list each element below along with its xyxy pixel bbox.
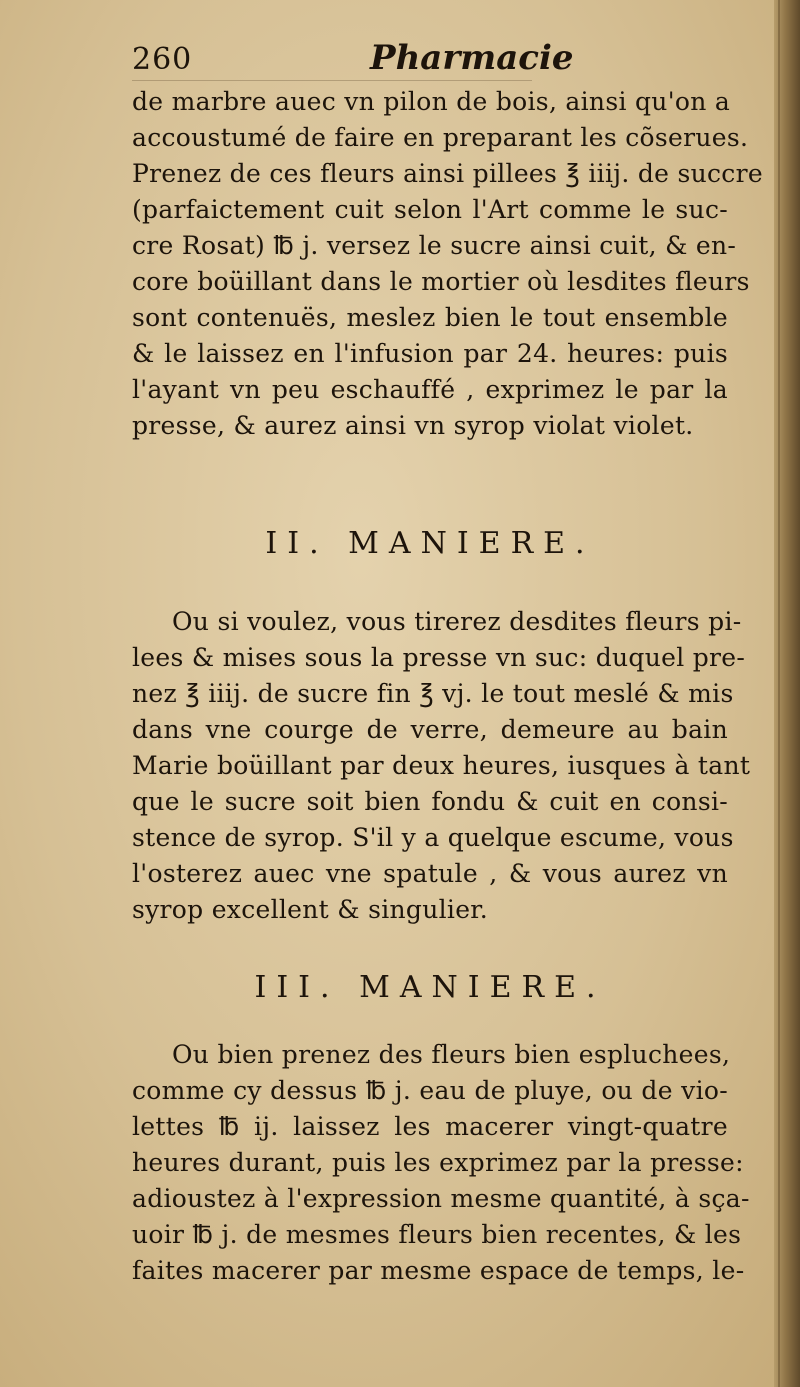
page-header [132,38,722,86]
text-line: lees & mises sous la presse vn suc: duquel pre- [132,643,746,672]
text-line: Ou si voulez, vous tirerez desdites fleurs pi- [172,607,742,636]
text-line: adioustez à l'expression mesme quantité, à sça- [132,1184,750,1213]
text-line: cre Rosat) ℔ j. versez le sucre ainsi cuit, & en- [132,231,737,260]
text-line: de marbre auec vn pilon de bois, ainsi qu'on a [132,87,731,116]
text-line: comme cy dessus ℔ j. eau de pluye, ou de vio- [132,1076,728,1105]
text-line: sont contenuës, meslez bien le tout ensemble [132,303,728,332]
paragraph-maniere-2 [132,604,751,928]
text-line: heures durant, puis les exprimez par la presse: [132,1148,744,1177]
text-line: accoustumé de faire en preparant les cõserues. [132,123,749,152]
text-line: stence de syrop. S'il y a quelque escume, vous [132,823,734,852]
text-line: l'osterez auec vne spatule , & vous aurez vn [132,859,728,888]
gutter-shadow [778,0,780,1387]
text-line: & le laissez en l'infusion par 24. heures: puis [132,339,728,368]
text-line: syrop excellent & singulier. [132,895,489,924]
text-line: Marie boüillant par deux heures, iusques à tant [132,751,751,780]
section-heading-2: II. MANIERE. [265,526,595,561]
header-rule [132,80,532,81]
text-line: (parfaictement cuit selon l'Art comme le suc- [132,195,728,224]
text-line: Prenez de ces fleurs ainsi pillees ℥ iiij. de succre [132,159,763,188]
text-line: faites macerer par mesme espace de temps, le- [132,1256,745,1285]
text-line: core boüillant dans le mortier où lesdites fleurs [132,267,750,296]
text-line: lettes ℔ ij. laissez les macerer vingt-quatre [132,1112,728,1141]
text-line: dans vne courge de verre, demeure au bain [132,715,728,744]
text-line: l'ayant vn peu eschauffé , exprimez le par la [132,375,728,404]
text-line: que le sucre soit bien fondu & cuit en consi- [132,787,728,816]
text-line: uoir ℔ j. de mesmes fleurs bien recentes, & les [132,1220,742,1249]
paragraph-maniere-3 [132,1037,750,1289]
section-heading-3: III. MANIERE. [254,970,606,1005]
running-title: Pharmacie [370,38,574,78]
text-line: nez ℥ iiij. de sucre fin ℥ vj. le tout meslé & mis [132,679,734,708]
paragraph-continuation [132,84,763,444]
text-line: Ou bien prenez des fleurs bien espluchees, [172,1040,731,1069]
page-number: 260 [132,42,193,77]
text-line: presse, & aurez ainsi vn syrop violat violet. [132,411,694,440]
